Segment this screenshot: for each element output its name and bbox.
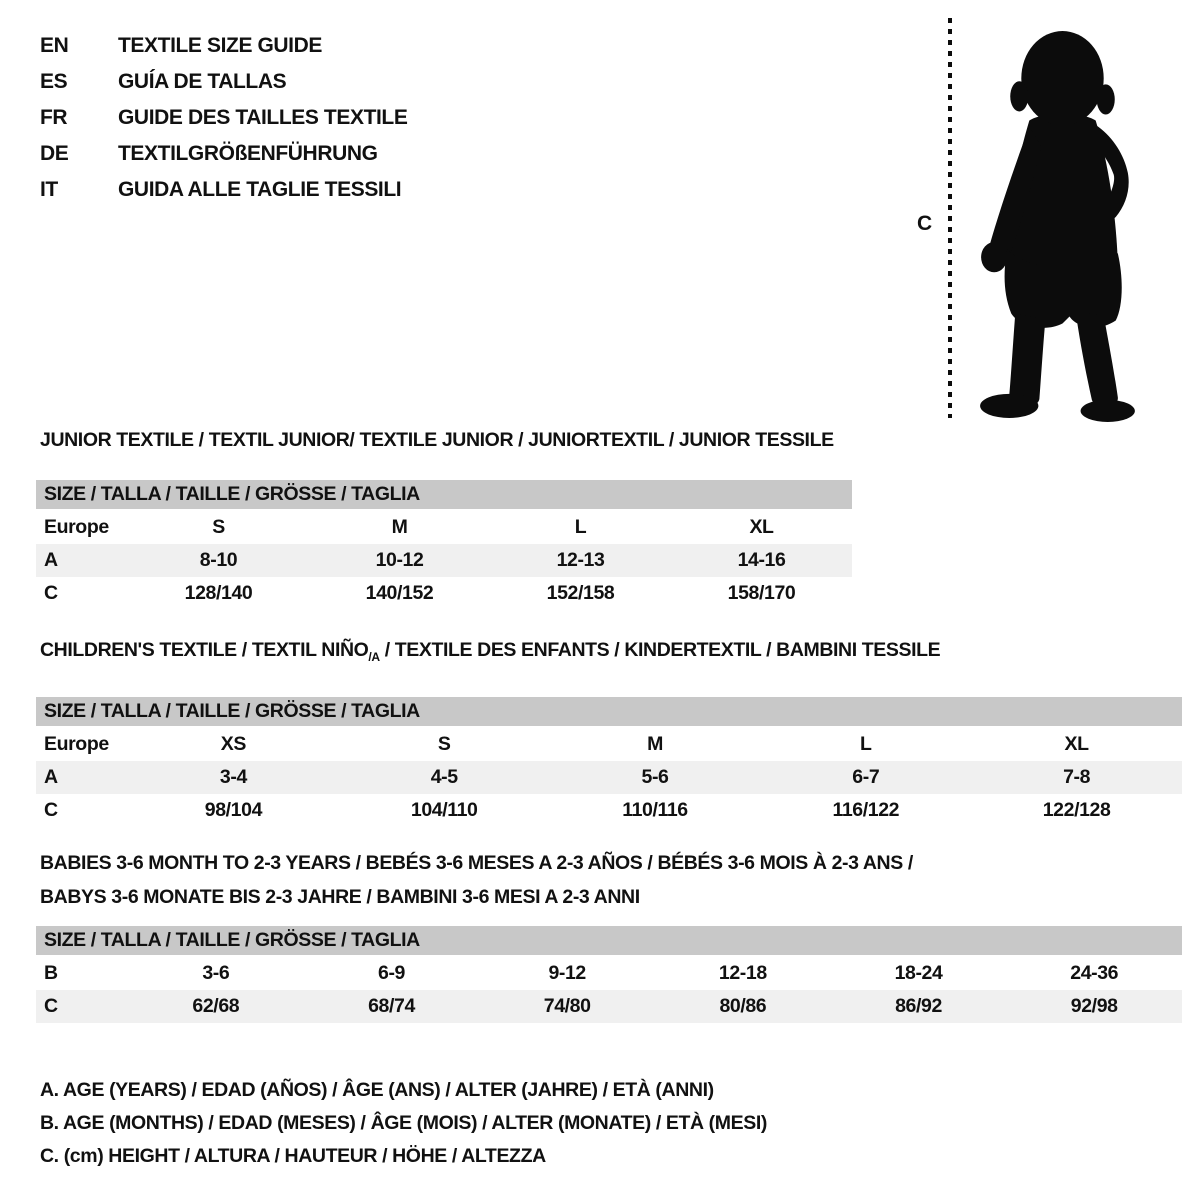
babies-size-table: [36, 926, 1182, 1023]
size-table-header: SIZE / TALLA / TAILLE / GRÖSSE / TAGLIA: [36, 697, 1182, 726]
table-cell: 18-24: [894, 962, 943, 984]
language-code: ES: [40, 70, 68, 93]
table-cell: 12-18: [718, 962, 767, 984]
table-row-age: [36, 544, 852, 577]
junior-section-title: JUNIOR TEXTILE / TEXTIL JUNIOR/ TEXTILE JUNIOR / JUNIORTEXTIL / JUNIOR TESSILE: [40, 429, 834, 451]
table-cell: L: [860, 732, 872, 755]
table-cell: 10-12: [375, 549, 424, 571]
language-row-es: [40, 64, 407, 100]
table-cell: XL: [749, 516, 774, 538]
table-cell: 116/122: [832, 798, 900, 821]
table-cell: M: [647, 732, 663, 755]
babies-textile-section: [36, 846, 1182, 1023]
height-measure-figure: [895, 12, 1185, 424]
title-text: / TEXTILE DES ENFANTS / KINDERTEXTIL / BAMBINI TESSILE: [379, 639, 941, 661]
table-row-age: [36, 761, 1182, 794]
language-title: TEXTILGRÖßENFÜHRUNG: [118, 142, 378, 165]
babies-section-title: [36, 846, 1182, 914]
table-cell: 6-9: [378, 962, 405, 984]
table-cell: 122/128: [1042, 798, 1111, 821]
height-dashed-line: [948, 18, 952, 418]
table-cell: 80/86: [719, 995, 767, 1017]
row-label: Europe: [44, 732, 109, 755]
table-row-height: [36, 990, 1182, 1023]
language-title: GUÍA DE TALLAS: [118, 70, 287, 93]
row-label: A: [44, 549, 58, 571]
row-label: B: [44, 962, 58, 984]
table-row-europe: [36, 728, 1182, 761]
row-label: A: [44, 765, 58, 788]
language-row-it: [40, 172, 407, 208]
table-cell: 98/104: [204, 798, 263, 821]
table-cell: 12-13: [556, 549, 605, 571]
table-cell: 3-4: [219, 765, 247, 788]
table-cell: 92/98: [1070, 995, 1118, 1017]
title-subscript: /A: [368, 649, 380, 664]
language-title-list: [40, 28, 407, 208]
language-row-en: [40, 28, 407, 64]
table-cell: XS: [220, 732, 246, 755]
language-code: DE: [40, 142, 69, 165]
junior-size-table: [36, 480, 852, 610]
table-row-age-months: [36, 957, 1182, 990]
table-cell: 140/152: [365, 582, 434, 604]
language-title: TEXTILE SIZE GUIDE: [118, 34, 322, 57]
height-measure-label: C: [917, 212, 932, 235]
table-cell: 128/140: [184, 582, 253, 604]
table-cell: 62/68: [192, 995, 240, 1017]
language-code: EN: [40, 34, 69, 57]
language-title: GUIDE DES TAILLES TEXTILE: [118, 106, 408, 129]
table-cell: 6-7: [852, 765, 880, 788]
table-cell: 5-6: [641, 765, 669, 788]
table-cell: 152/158: [546, 582, 615, 604]
table-row-height: [36, 577, 852, 610]
legend-line-c: C. (cm) HEIGHT / ALTURA / HAUTEUR / HÖHE / ALTEZZA: [40, 1145, 546, 1167]
title-text: CHILDREN'S TEXTILE / TEXTIL NIÑO: [40, 639, 369, 661]
babies-title-line2: BABYS 3-6 MONATE BIS 2-3 JAHRE / BAMBINI 3-6 MESI A 2-3 ANNI: [40, 886, 640, 908]
row-label: C: [44, 582, 58, 604]
table-row-europe: [36, 511, 852, 544]
children-section-title: [36, 638, 1182, 669]
row-label: C: [44, 995, 58, 1017]
table-cell: 7-8: [1063, 765, 1091, 788]
table-cell: 4-5: [430, 765, 458, 788]
table-cell: L: [574, 516, 587, 538]
legend-line-a: A. AGE (YEARS) / EDAD (AÑOS) / ÂGE (ANS) / ALTER (JAHRE) / ETÀ (ANNI): [40, 1079, 714, 1101]
table-cell: 68/74: [368, 995, 415, 1017]
table-cell: 158/170: [727, 582, 796, 604]
table-cell: 74/80: [543, 995, 591, 1017]
table-cell: 104/110: [410, 798, 478, 821]
table-cell: S: [212, 516, 225, 538]
table-cell: 110/116: [622, 798, 688, 821]
junior-textile-section: [36, 428, 852, 610]
babies-title-line1: BABIES 3-6 MONTH TO 2-3 YEARS / BEBÉS 3-6 MESES A 2-3 AÑOS / BÉBÉS 3-6 MOIS À 2-3 ANS /: [40, 852, 913, 874]
measure-legend: [40, 1074, 767, 1173]
language-row-fr: [40, 100, 407, 136]
size-table-header: SIZE / TALLA / TAILLE / GRÖSSE / TAGLIA: [36, 926, 1182, 955]
table-cell: 14-16: [737, 549, 786, 571]
table-cell: 8-10: [199, 549, 238, 571]
table-cell: XL: [1064, 732, 1089, 755]
row-label: C: [44, 798, 58, 821]
table-cell: 3-6: [202, 962, 230, 984]
language-row-de: [40, 136, 407, 172]
table-cell: M: [391, 516, 408, 538]
toddler-silhouette-icon: [965, 20, 1160, 422]
row-label: Europe: [44, 516, 109, 538]
children-size-table: [36, 697, 1182, 827]
size-table-header: SIZE / TALLA / TAILLE / GRÖSSE / TAGLIA: [36, 480, 852, 509]
legend-line-b: B. AGE (MONTHS) / EDAD (MESES) / ÂGE (MOIS) / ALTER (MONATE) / ETÀ (MESI): [40, 1112, 767, 1134]
language-code: IT: [40, 178, 58, 201]
language-title: GUIDA ALLE TAGLIE TESSILI: [118, 178, 402, 201]
table-cell: 24-36: [1070, 962, 1119, 984]
language-code: FR: [40, 106, 68, 129]
table-row-height: [36, 794, 1182, 827]
table-cell: 9-12: [548, 962, 586, 984]
children-textile-section: [36, 638, 1182, 827]
table-cell: 86/92: [895, 995, 942, 1017]
table-cell: S: [437, 732, 451, 755]
